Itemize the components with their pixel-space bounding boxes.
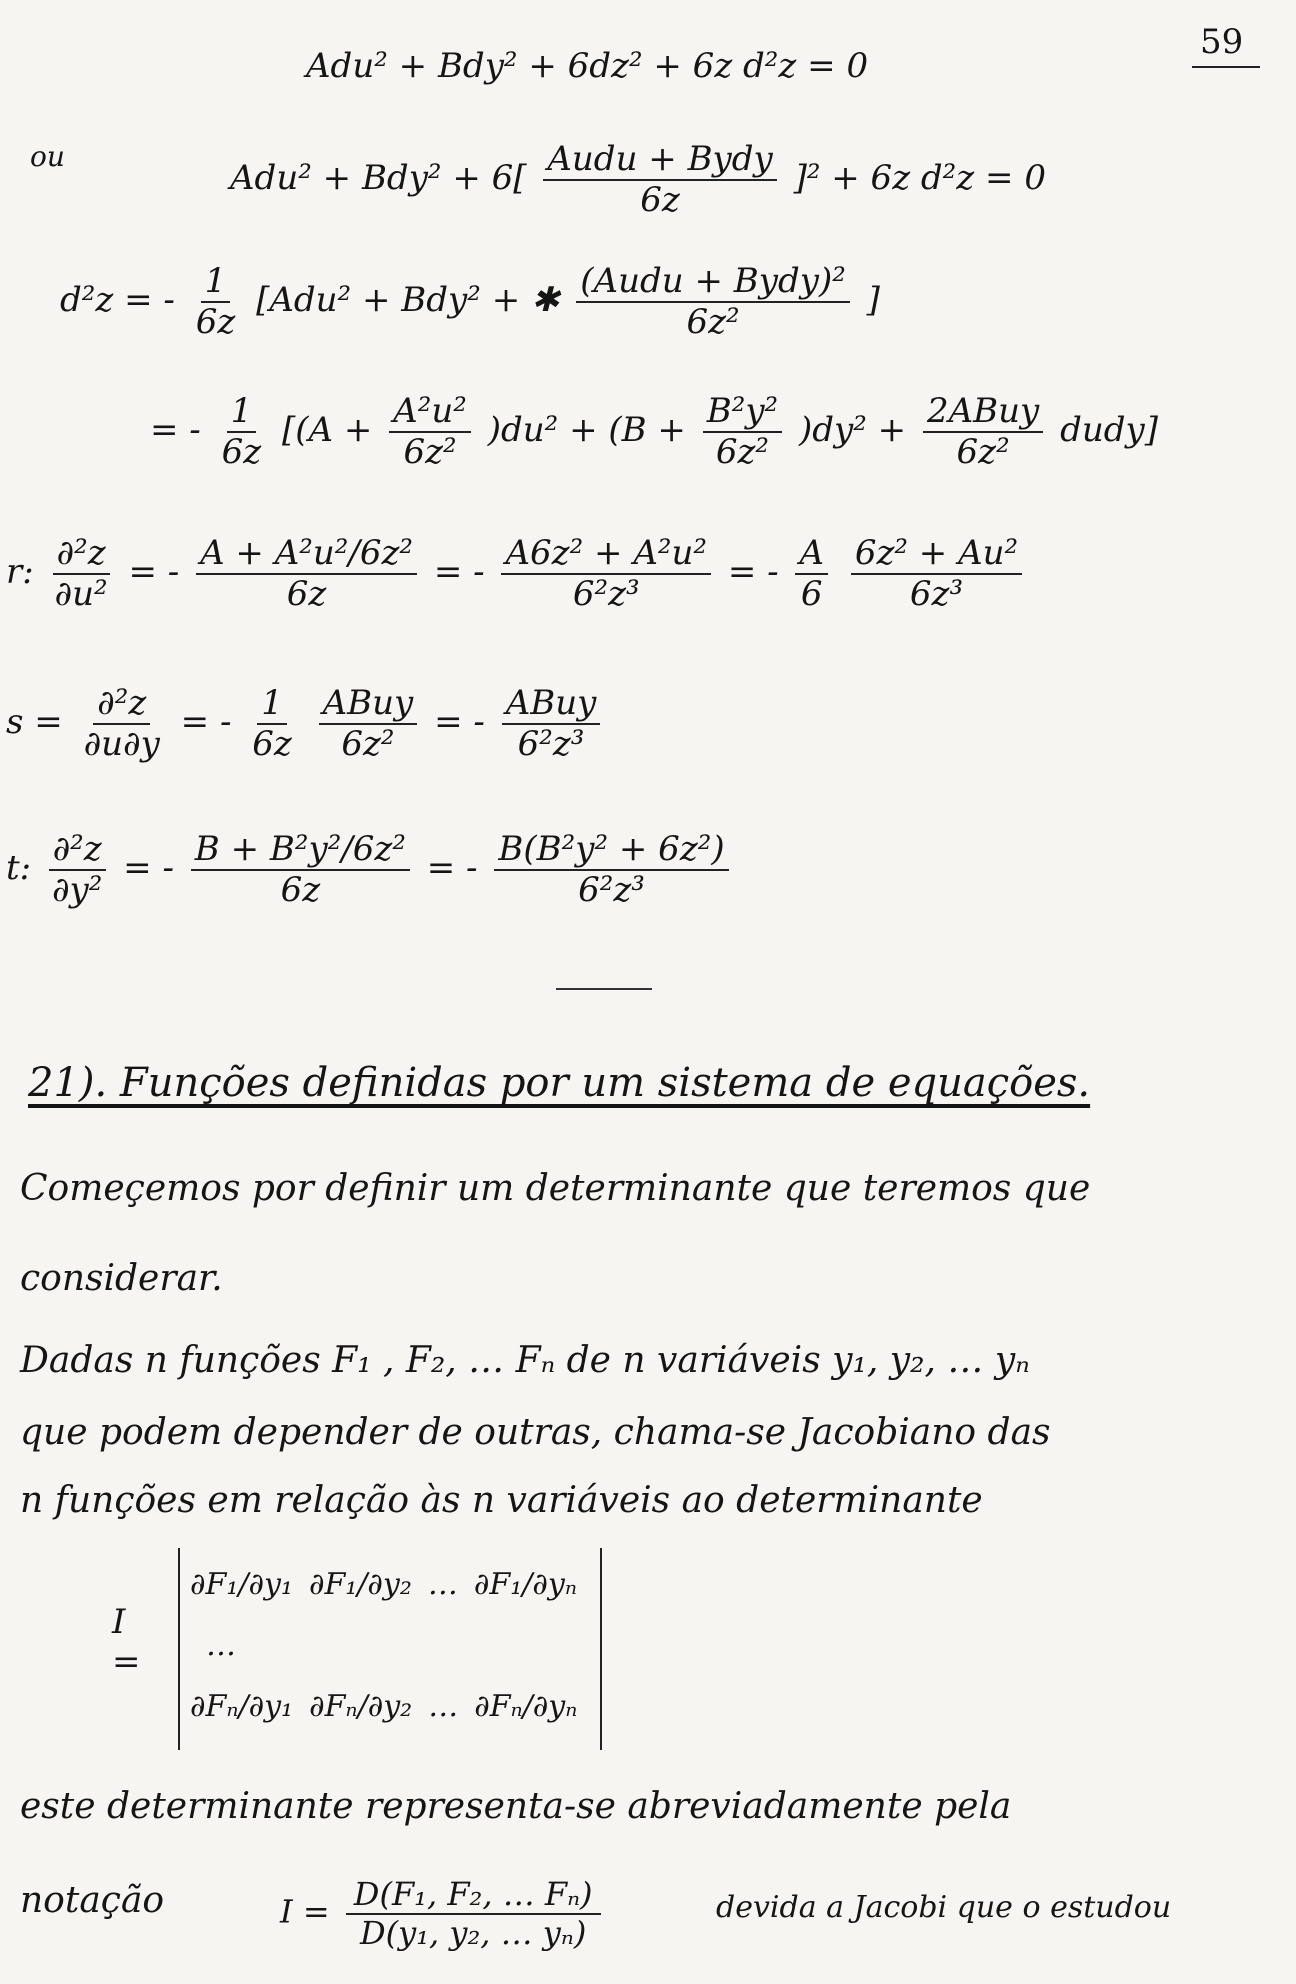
determinant-cell: ∂F₁/∂y₂ [308,1566,412,1602]
equation-s-f3-den: 6²z³ [517,724,585,765]
equation-s [6,684,606,764]
equation-2-left: Adu² + Bdy² + 6[ [230,158,527,199]
section-divider [556,988,652,990]
equation-s-f2-den: 6z² [341,724,395,765]
equation-2-numerator: Audu + Bydy [543,140,776,181]
equation-4-b-num: B²y² [703,392,782,433]
equation-4-part-a: [(A + [281,410,373,451]
equation-t-eq1: = - [123,848,174,889]
equation-2-prefix: ou [30,140,65,173]
equation-r-f4-num: 6z² + Au² [851,534,1022,575]
equation-t-f2-num: B(B²y² + 6z²) [494,830,728,871]
equation-1 [306,46,868,86]
equation-t-lhs [48,830,106,910]
equation-4-factor-num: 1 [227,392,257,433]
paragraph-after-determinant: este determinante representa-se abreviadamente pela [20,1786,1012,1827]
equation-s-fraction-1 [248,684,296,764]
equation-r-f1-den: 6z [286,574,327,615]
equation-r-f3-den: 6 [800,574,823,615]
equation-3-denominator: 6z² [686,302,740,343]
paragraph-line-3: Dadas n funções F₁ , F₂, … Fₙ de n variáveis y₁, y₂, … yₙ [20,1340,1030,1381]
determinant-row-last [190,1670,590,1742]
equation-t [6,830,735,910]
equation-r-f2-num: A6z² + A²u² [501,534,711,575]
equation-t-fraction-1 [191,830,410,910]
equation-4-a-num: A²u² [389,392,471,433]
section-heading: 21). Funções definidas por um sistema de equações. [28,1060,1091,1106]
equation-t-label: t: [6,848,32,889]
determinant-cell: ∂Fₙ/∂yₙ [474,1688,578,1724]
determinant-row-ellipsis [190,1620,590,1670]
notation-numerator: D(F₁, F₂, … Fₙ) [346,1876,601,1915]
page-number: 59 [1200,22,1244,62]
equation-3-fraction [576,262,850,342]
equation-4-a-den: 6z² [403,432,457,473]
equation-r-eq2: = - [433,552,485,593]
equation-r-fraction-4 [851,534,1022,614]
notation-label: I = [280,1892,330,1931]
equation-3 [60,262,880,342]
equation-r-eq3: = - [727,552,779,593]
equation-3-middle: [Adu² + Bdy² + ✱ [256,280,560,321]
equation-s-fraction-3 [502,684,601,764]
equation-3-factor-num: 1 [201,262,231,303]
equation-s-f1-num: 1 [257,684,287,725]
paragraph-line-1: Começemos por definir um determinante que teremos que [20,1168,1091,1209]
equation-t-f2-den: 6²z³ [578,870,645,911]
determinant-row-first [190,1548,590,1620]
equation-4-c-den: 6z² [956,432,1010,473]
notation-fraction [346,1876,601,1952]
equation-r-f1-num: A + A²u²/6z² [196,534,417,575]
equation-s-eq2: = - [434,702,485,743]
equation-r-lhs-num: ∂²z [53,534,110,575]
equation-4-b-den: 6z² [715,432,770,473]
equation-s-f2-num: ABuy [319,684,418,725]
equation-1-text: Adu² + Bdy² + 6dz² + 6z d²z = 0 [306,46,869,86]
equation-4-c-num: 2ABuy [923,392,1043,433]
equation-t-eq2: = - [426,848,478,889]
determinant-label: I = [112,1602,141,1682]
equation-r [6,534,1028,614]
equation-4-factor [218,392,266,472]
equation-r-lhs [51,534,112,614]
equation-4 [150,392,1158,472]
equation-4-factor-den: 6z [221,432,262,473]
determinant-matrix [178,1548,602,1750]
equation-r-fraction-1 [196,534,417,614]
equation-2-fraction [543,140,776,220]
equation-s-label: s = [6,702,63,743]
equation-3-factor-den: 6z [195,302,236,343]
determinant-cell: ∂F₁/∂y₁ [190,1566,293,1602]
equation-t-fraction-2 [494,830,728,910]
equation-4-fraction-a [389,392,471,472]
determinant-cell: … [427,1566,458,1602]
equation-r-f2-den: 6²z³ [572,574,640,615]
equation-4-part-b: )du² + (B + [487,410,686,451]
equation-2 [230,140,1046,220]
equation-t-f1-den: 6z [280,870,321,911]
paragraph-line-4: que podem depender de outras, chama-se Jacobiano das [20,1412,1051,1453]
page-number-underline [1192,66,1260,68]
paragraph-line-5: n funções em relação às n variáveis ao determinante [20,1480,983,1521]
equation-4-part-c: )dy² + [799,410,907,451]
jacobian-notation [280,1876,607,1952]
notation-denominator: D(y₁, y₂, … yₙ) [359,1913,587,1952]
determinant-ellipsis: … [206,1627,236,1663]
notation-suffix: devida a Jacobi que o estudou [716,1890,1172,1925]
equation-4-fraction-c [923,392,1043,472]
equation-t-f1-num: B + B²y²/6z² [191,830,410,871]
equation-r-f3-num: A [795,534,828,575]
equation-s-lhs-num: ∂²z [93,684,150,725]
equation-s-f1-den: 6z [252,724,292,765]
paragraph-line-2: considerar. [20,1258,223,1299]
determinant-cell: ∂Fₙ/∂y₁ [190,1688,294,1724]
equation-r-lhs-den: ∂u² [54,574,108,615]
determinant-cell: ∂F₁/∂yₙ [473,1566,577,1602]
equation-s-fraction-2 [319,684,418,764]
equation-2-right: ]² + 6z d²z = 0 [793,158,1046,199]
equation-3-left: d²z = - [60,280,175,321]
equation-4-left: = - [150,410,201,451]
equation-s-lhs [80,684,164,764]
equation-r-eq1: = - [128,552,180,593]
equation-4-part-d: dudy] [1060,410,1158,451]
equation-s-f3-num: ABuy [502,684,601,725]
determinant-cell: ∂Fₙ/∂y₂ [309,1688,413,1724]
equation-r-f4-den: 6z³ [909,574,964,615]
equation-3-right: ] [866,280,880,321]
equation-r-label: r: [6,552,34,593]
equation-4-fraction-b [703,392,782,472]
equation-r-fraction-2 [501,534,711,614]
equation-3-numerator: (Audu + Bydy)² [576,262,850,303]
equation-t-lhs-den: ∂y² [51,870,103,911]
equation-r-fraction-3 [795,534,828,614]
equation-s-eq1: = - [180,702,232,743]
equation-2-denominator: 6z [640,180,680,221]
equation-3-factor [192,262,240,342]
equation-s-lhs-den: ∂u∂y [83,724,160,765]
equation-t-lhs-num: ∂²z [49,830,106,871]
determinant-cell: … [428,1688,459,1724]
notation-prefix: notação [20,1880,165,1921]
